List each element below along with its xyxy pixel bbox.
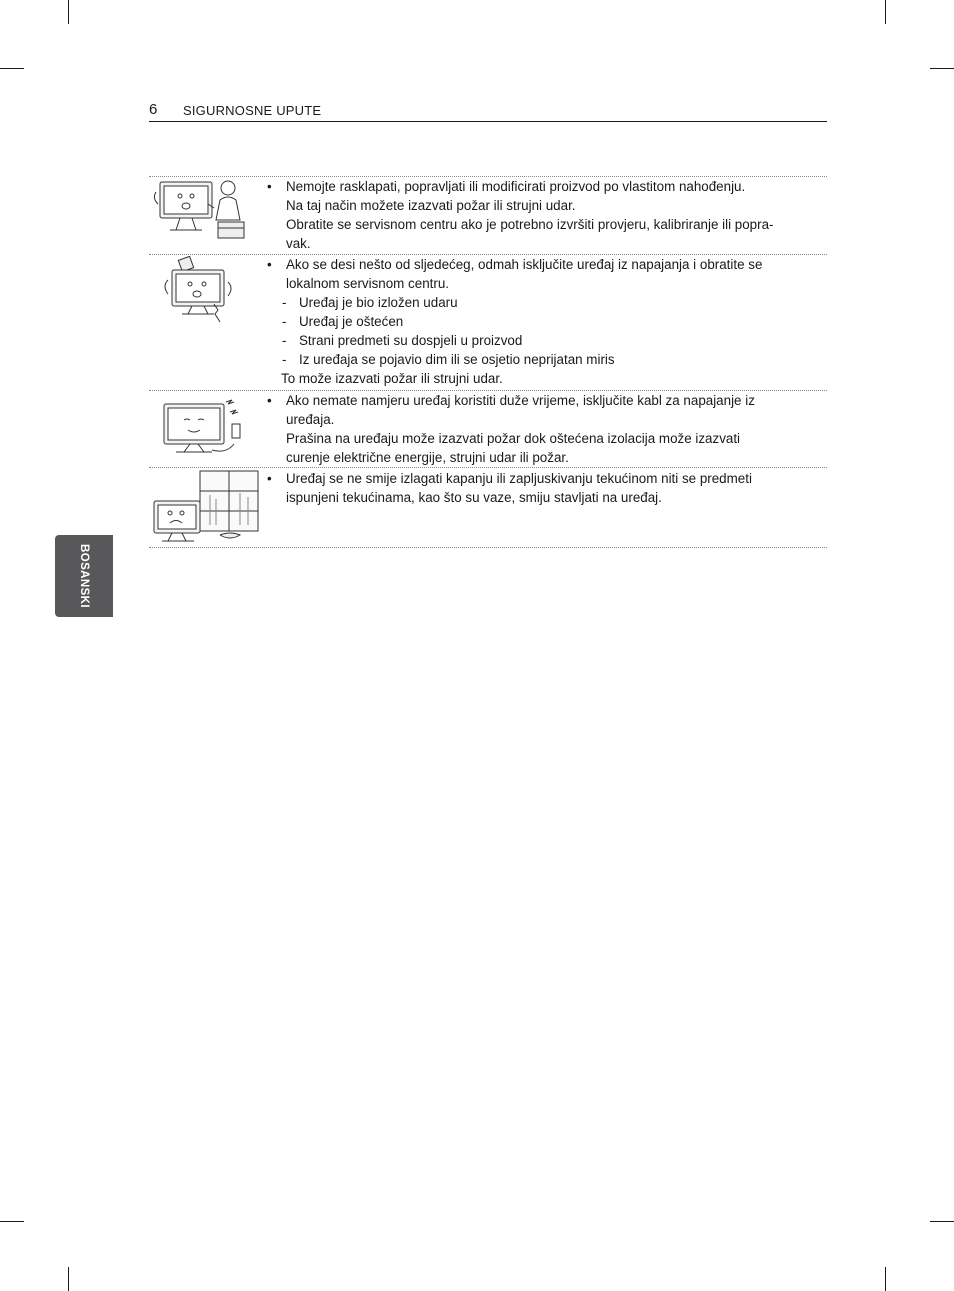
crop-mark [885,1267,886,1291]
page-number: 6 [149,101,158,118]
safety-bullet: • Ako se desi nešto od sljedećeg, odmah isključite uređaj iz napajanja i obratite se [267,255,817,274]
crop-mark [930,1221,954,1222]
section-title: SIGURNOSNE UPUTE [183,103,322,118]
tv-repair-icon [150,178,260,244]
safety-bullet: • Uređaj se ne smije izlagati kapanju ili zapljuskivanju tekućinom niti se predmeti [267,469,817,488]
tv-unplugged-icon [150,392,260,458]
header-divider [149,121,827,122]
condition-item: - Uređaj je oštećen [267,312,817,331]
safety-bullet: • Ako nemate namjeru uređaj koristiti duže vrijeme, isključite kabl za napajanje iz [267,391,817,410]
condition-item: - Strani predmeti su dospjeli u proizvod [267,331,817,350]
bullet-continuation: Obratite se servisnom centru ako je potrebno izvršiti provjeru, kalibriranje ili popra- [286,217,774,232]
crop-mark [0,1221,24,1222]
crop-mark [885,0,886,24]
language-tab [55,535,113,617]
crop-mark [930,68,954,69]
warning-note: To može izazvati požar ili strujni udar. [281,371,503,386]
bullet-continuation: vak. [286,236,311,251]
condition-item: - Uređaj je bio izložen udaru [267,293,817,312]
tv-damaged-icon [150,256,260,324]
row-divider [149,547,827,548]
crop-mark [68,0,69,24]
crop-mark [0,68,24,69]
language-tab-label: BOSANSKI [78,544,90,608]
condition-item: - Iz uređaja se pojavio dim ili se osjetio neprijatan miris [267,350,817,369]
bullet-continuation: curenje električne energije, strujni udar ili požar. [286,450,569,465]
bullet-continuation: Prašina na uređaju može izazvati požar dok oštećena izolacija može izazvati [286,431,741,446]
bullet-continuation: lokalnom servisnom centru. [286,276,449,291]
crop-mark [68,1267,69,1291]
tv-water-icon [150,469,260,545]
safety-bullet: • Nemojte rasklapati, popravljati ili modificirati proizvod po vlastitom nahođenju. [267,177,817,196]
bullet-continuation: Na taj način možete izazvati požar ili strujni udar. [286,198,576,213]
bullet-continuation: ispunjeni tekućinama, kao što su vaze, smiju stavljati na uređaj. [286,490,662,505]
bullet-continuation: uređaja. [286,412,335,427]
row-divider [149,467,827,468]
